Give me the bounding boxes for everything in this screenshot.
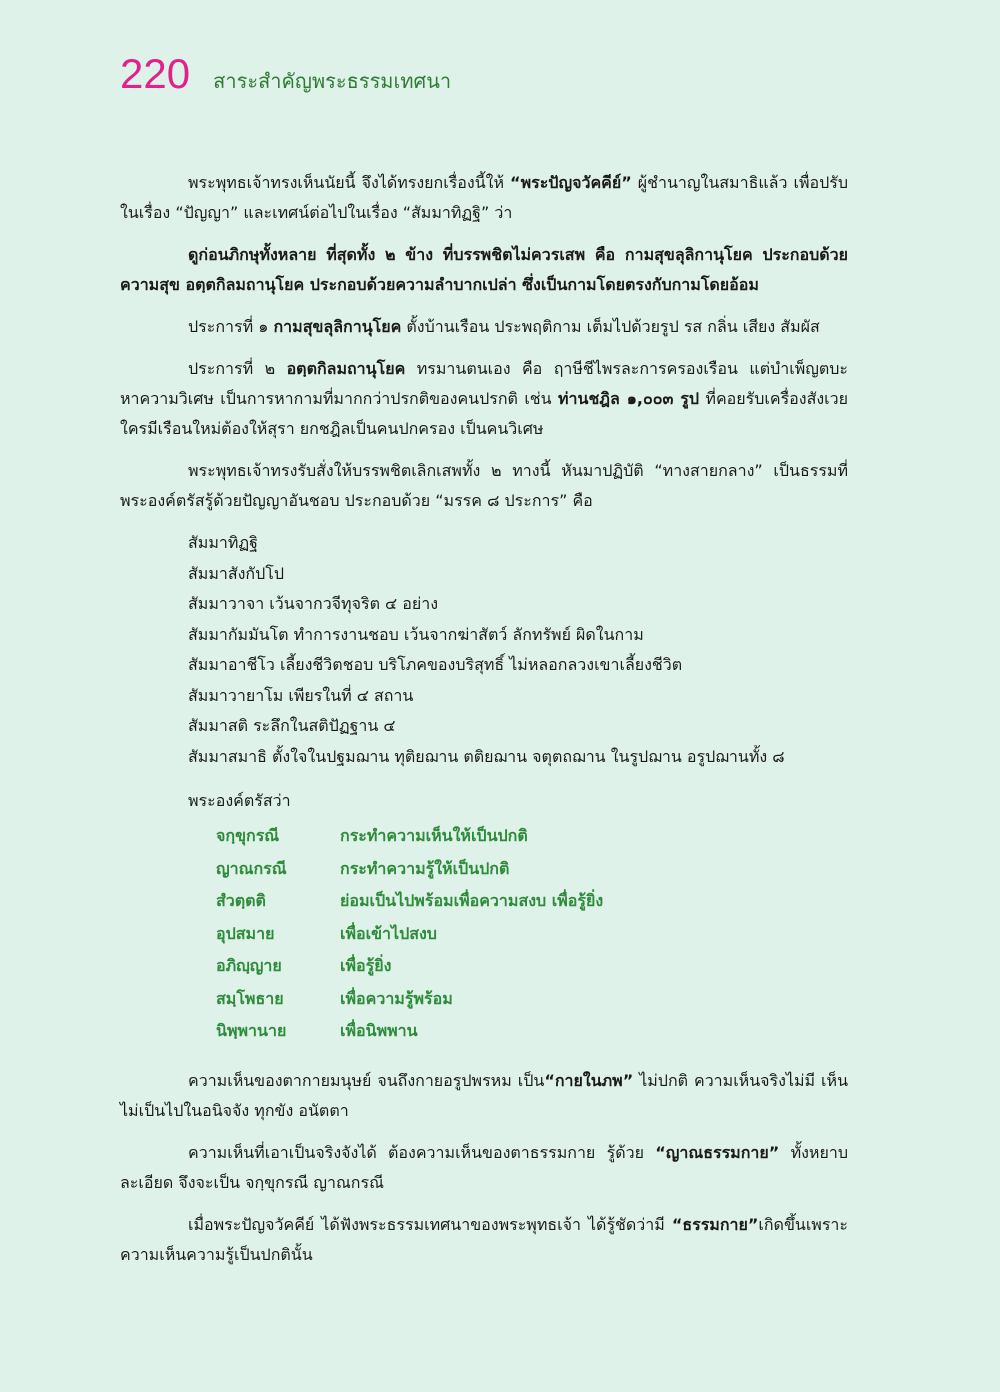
pali-term: อภิญฺญาย xyxy=(216,956,282,975)
pali-term: นิพฺพานาย xyxy=(216,1021,287,1040)
table-row xyxy=(216,853,603,886)
pali-meaning: เพื่อความรู้พร้อม xyxy=(340,988,453,1008)
pali-term: ญาณกรณี xyxy=(216,858,287,878)
list-item: สัมมาสมาธิ ตั้งใจในปฐมฌาน ทุติยฌาน ตติยฌาน จตุตถฌาน ในรูปฌาน อรูปฌานทั้ง ๘ xyxy=(188,746,785,766)
paragraph-middle-way: พระพุทธเจ้าทรงรับสั่งให้บรรพชิตเลิกเสพทั้ง ๒ ทางนี้ หันมาปฏิบัติ “ทางสายกลาง” เป็นธรรมที่พระองค์ตรัสรู้ด้วยปัญญาอันชอบ ประกอบด้วย “มรรค ๘ ประการ” คือ xyxy=(120,461,849,510)
list-item: สัมมาสติ ระลึกในสติปัฏฐาน ๔ xyxy=(188,716,396,735)
paragraph-intro xyxy=(120,168,848,228)
pali-term: จกฺขุกรณี xyxy=(216,826,280,845)
text-run: ทรมานตนเอง คือ ฤาษีชีไพรละการครองเรือน แต่บำเพ็ญตบะหาความวิเศษ เป็นการหากามที่มากกว่าปรกติของคนปรกติ เช่น xyxy=(120,359,849,408)
bold-term: “พระปัญจวัคคีย์” xyxy=(510,173,632,192)
text-run: เมื่อพระปัญจวัคคีย์ ได้ฟังพระธรรมเทศนาของพระพุทธเจ้า ได้รู้ชัดว่ามี xyxy=(188,1214,672,1234)
text-run: ไม่ปกติ ความเห็นจริงไม่มี เห็นไม่เป็นไปในอนิจจัง ทุกขัง อนัตตา xyxy=(120,1070,849,1120)
table-row xyxy=(216,983,603,1016)
bold-term: อตฺตกิลมถานุโยค xyxy=(286,359,406,378)
bold-term: “กายในภพ” xyxy=(544,1070,634,1090)
text-run: ประการที่ ๒ xyxy=(188,359,287,378)
pali-meaning: กระทำความรู้ให้เป็นปกติ xyxy=(340,858,510,878)
text-run: ตั้งบ้านเรือน ประพฤติกาม เต็มไปด้วยรูป รส กลิ่น เสียง สัมผัส xyxy=(401,317,820,336)
pali-meaning: ย่อมเป็นไปพร้อมเพื่อความสงบ เพื่อรู้ยิ่ง xyxy=(340,891,604,910)
text-run: เกิดขึ้นเพราะความเห็นความรู้เป็นปกตินั้น xyxy=(120,1214,848,1264)
text-run: ประการที่ ๑ xyxy=(188,317,274,336)
pali-term: อุปสมาย xyxy=(216,923,275,943)
list-item: สัมมาอาชีโว เลี้ยงชีวิตชอบ บริโภคของบริสุทธิ์ ไม่หลอกลวงเขาเลี้ยงชีวิต xyxy=(188,655,683,674)
bold-term: “ญาณธรรมกาย” xyxy=(655,1142,780,1162)
table-row xyxy=(216,885,603,918)
text-run: ที่คอยรับเครื่องสังเวย ใครมีเรือนใหม่ต้องให้สุรา ยกชฎิลเป็นคนปกครอง เป็นคนวิเศษ xyxy=(120,389,848,438)
text-run: พระพุทธเจ้าทรงเห็นนัยนี้ จึงได้ทรงยกเรื่องนี้ให้ xyxy=(188,173,511,192)
text-run: ความเห็นที่เอาเป็นจริงจังได้ ต้องความเห็นของตาธรรมกาย รู้ด้วย xyxy=(188,1142,656,1162)
list-item: สัมมาทิฏฐิ xyxy=(188,533,258,552)
paragraph-human-eye xyxy=(120,1066,848,1126)
bold-term: “ธรรมกาย” xyxy=(671,1214,759,1234)
list-item: สัมมากัมมันโต ทำการงานชอบ เว้นจากฆ่าสัตว์ ลักทรัพย์ ผิดในกาม xyxy=(188,624,644,644)
book-title: สาระสำคัญพระธรรมเทศนา xyxy=(213,69,452,93)
pali-terms-table xyxy=(216,820,603,1048)
pali-meaning: เพื่อนิพพาน xyxy=(340,1021,418,1040)
pali-term: สํวตฺตติ xyxy=(216,891,266,910)
text-run: ผู้ชำนาญในสมาธิแล้ว เพื่อปรับในเรื่อง “ปัญญา” และเทศน์ต่อไปในเรื่อง “สัมมาทิฏฐิ” ว่า xyxy=(120,173,849,222)
text-run: ความเห็นของตากายมนุษย์ จนถึงกายอรูปพรหม เป็น xyxy=(188,1070,545,1090)
table-row xyxy=(216,918,603,951)
bold-term: ท่านชฎิล ๑,๐๐๓ รูป xyxy=(557,389,700,408)
page-body xyxy=(120,168,848,1282)
pali-term: สมฺโพธาย xyxy=(216,988,284,1008)
table-row xyxy=(216,950,603,983)
paragraph-dhammakaya-eye xyxy=(120,1138,848,1198)
pali-meaning: เพื่อรู้ยิ่ง xyxy=(340,956,392,975)
page-number: 220 xyxy=(120,50,191,97)
paragraph-extreme-2 xyxy=(120,354,848,444)
list-item: สัมมาวาจา เว้นจากวจีทุจริต ๔ อย่าง xyxy=(188,594,439,613)
buddha-quote: ดูก่อนภิกษุทั้งหลาย ที่สุดทั้ง ๒ ข้าง ที่บรรพชิตไม่ควรเสพ คือ กามสุขลุลิกานุโยค ประกอบด้วยความสุข อตฺตกิลมถานุโยค ประกอบด้วยความลำบากเปล่า ซึ่งเป็นกามโดยตรงกับกามโดยอ้อม xyxy=(120,245,848,294)
pali-meaning: เพื่อเข้าไปสงบ xyxy=(340,923,437,943)
eightfold-path-list xyxy=(188,528,848,772)
text-run: ทั้งหยาบ ละเอียด จึงจะเป็น จกฺขุกรณี ญาณกรณี xyxy=(120,1142,848,1192)
paragraph-extreme-1 xyxy=(120,312,848,342)
said-label: พระองค์ตรัสว่า xyxy=(188,791,291,810)
table-row xyxy=(216,820,603,853)
paragraph-conclusion xyxy=(120,1210,848,1270)
pali-meaning: กระทำความเห็นให้เป็นปกติ xyxy=(340,826,528,845)
bold-term: กามสุขลุลิกานุโยค xyxy=(273,317,402,336)
table-row xyxy=(216,1015,603,1048)
list-item: สัมมาสังกัปโป xyxy=(188,563,285,583)
list-item: สัมมาวายาโม เพียรในที่ ๔ สถาน xyxy=(188,685,414,705)
page-header xyxy=(120,50,451,110)
